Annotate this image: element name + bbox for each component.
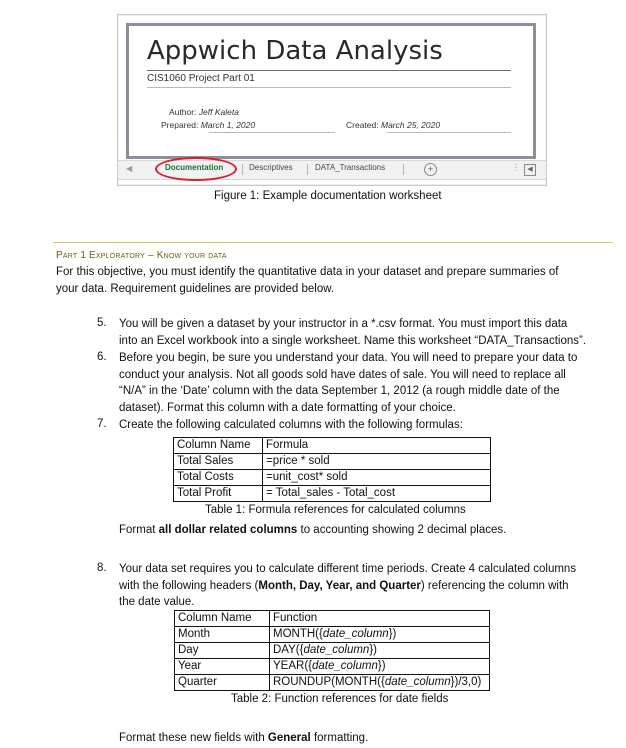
table-header-row xyxy=(174,438,491,454)
table-header-row xyxy=(175,611,490,627)
table-row xyxy=(174,470,491,486)
table-2-caption: Table 2: Function references for date fields xyxy=(231,693,449,705)
function-name: MONTH({ xyxy=(273,628,323,640)
item-6-text xyxy=(119,350,577,416)
sheet-tab-bar xyxy=(118,160,546,180)
created-line xyxy=(346,120,440,130)
function-name: DAY({ xyxy=(273,644,304,656)
author-line xyxy=(169,107,239,117)
table-header-cell: Formula xyxy=(263,438,491,454)
prepared-line xyxy=(161,120,255,130)
item-7-line-1: Create the following calculated columns with the following formulas: xyxy=(119,419,463,431)
item-8-line-2 xyxy=(119,578,576,595)
section-heading: Part 1 Exploratory – Know your data xyxy=(56,250,227,261)
intro-line-2: your data. Requirement guidelines are provided below. xyxy=(56,283,335,295)
function-close: }) xyxy=(388,628,397,640)
function-name: YEAR({ xyxy=(273,660,312,672)
tab-separator xyxy=(242,164,243,175)
item-6-line-3: “N/A” in the ‘Date’ column with the data September 1, 2012 (a rough middle date of the xyxy=(119,385,560,397)
table-cell: = Total_sales - Total_cost xyxy=(263,486,491,502)
table-cell: =price * sold xyxy=(263,454,491,470)
table-cell: Total Sales xyxy=(174,454,263,470)
table-cell: =unit_cost* sold xyxy=(263,470,491,486)
format-note-text: Format these new fields with xyxy=(119,732,268,744)
scroll-right-icon[interactable]: ◀ xyxy=(524,164,536,176)
format-note-bold: General xyxy=(267,732,311,744)
function-close: }) xyxy=(369,644,377,656)
item-8-line-2-text: with the following headers ( xyxy=(119,579,259,592)
project-subtitle: CIS1060 Project Part 01 xyxy=(147,73,255,84)
tab-descriptives[interactable]: Descriptives xyxy=(249,163,293,172)
created-value: March 25, 2020 xyxy=(380,120,441,130)
function-argument: date_column xyxy=(312,660,378,672)
item-8-text xyxy=(119,561,576,611)
format-note-text: Format xyxy=(119,524,159,536)
table-cell: Quarter xyxy=(175,675,270,691)
table-row xyxy=(174,454,491,470)
item-7-number: 7. xyxy=(97,418,107,430)
table-1-caption: Table 1: Formula references for calculated columns xyxy=(205,504,466,516)
tab-data-transactions[interactable]: DATA_Transactions xyxy=(315,163,386,172)
created-rule xyxy=(387,132,511,133)
item-5-line-1: You will be given a dataset by your instructor in a *.csv format. You must import this data xyxy=(119,318,568,330)
table-cell xyxy=(270,627,490,643)
prepared-label: Prepared: xyxy=(161,120,199,130)
item-6-line-1: Before you begin, be sure you understand your data. You will need to prepare your data to xyxy=(119,352,578,364)
item-6-line-4: dataset). Format this column with a date formatting of your choice. xyxy=(119,401,456,414)
table-cell: Total Profit xyxy=(174,486,263,502)
table-header-cell: Function xyxy=(270,611,490,627)
table-cell: Total Costs xyxy=(174,470,263,486)
item-8-line-2-text: ) referencing the column with xyxy=(420,579,569,592)
app-title: Appwich Data Analysis xyxy=(147,36,443,66)
item-8-line-2-bold: Month, Day, Year, and Quarter xyxy=(258,579,421,592)
item-7-format-note xyxy=(119,522,506,539)
item-8-line-3: the date value. xyxy=(119,596,195,608)
item-8-number: 8. xyxy=(97,562,107,574)
created-label: Created: xyxy=(346,120,379,130)
format-note-text: formatting. xyxy=(310,732,369,744)
table-cell xyxy=(270,659,490,675)
table-row xyxy=(175,627,490,643)
item-8-format-note xyxy=(119,730,368,747)
function-name: ROUNDUP(MONTH({ xyxy=(273,676,385,688)
item-5-number: 5. xyxy=(97,317,107,329)
formula-table xyxy=(173,437,491,502)
title-rule xyxy=(147,70,511,71)
table-cell: Day xyxy=(175,643,270,659)
subtitle-rule xyxy=(147,87,511,88)
item-6-line-2: conduct your analysis. Not all goods sold have dates of sale. You will need to replace all xyxy=(119,368,566,381)
format-note-text: to accounting showing 2 decimal places. xyxy=(297,524,507,536)
tab-separator xyxy=(307,164,308,175)
section-divider xyxy=(53,242,613,243)
title-box xyxy=(126,23,536,159)
figure-screenshot xyxy=(117,14,547,186)
format-note-bold: all dollar related columns xyxy=(158,524,298,536)
figure-caption: Figure 1: Example documentation worksheet xyxy=(214,190,442,202)
table-cell: Month xyxy=(175,627,270,643)
prepared-value: March 1, 2020 xyxy=(200,120,256,130)
function-table xyxy=(174,610,490,691)
tab-documentation[interactable]: Documentation xyxy=(165,163,224,172)
table-cell xyxy=(270,643,490,659)
table-cell xyxy=(270,675,490,691)
item-8-line-1: Your data set requires you to calculate different time periods. Create 4 calculated columns xyxy=(119,563,577,575)
function-argument: date_column xyxy=(303,644,370,656)
table-cell: Year xyxy=(175,659,270,675)
table-header-cell: Column Name xyxy=(174,438,263,454)
function-close: })/3,0) xyxy=(450,676,482,688)
scroll-left-icon[interactable]: ◀ xyxy=(126,164,133,173)
ellipsis-icon[interactable]: ⋮ xyxy=(512,163,520,172)
item-6-number: 6. xyxy=(97,351,107,363)
highlight-circle xyxy=(155,157,237,181)
table-row xyxy=(175,675,490,691)
tab-separator xyxy=(403,164,404,175)
function-argument: date_column xyxy=(322,628,389,640)
author-label: Author: xyxy=(169,107,197,117)
item-5-text xyxy=(119,316,586,349)
table-row xyxy=(175,643,490,659)
table-header-cell: Column Name xyxy=(175,611,270,627)
function-argument: date_column xyxy=(384,676,451,688)
intro-line-1: For this objective, you must identify the quantitative data in your dataset and prepare summaries of xyxy=(56,266,559,278)
item-5-line-2: into an Excel workbook into a single worksheet. Name this worksheet “DATA_Transactions”. xyxy=(119,334,587,347)
add-sheet-icon[interactable]: + xyxy=(424,163,437,176)
prepared-rule xyxy=(209,132,335,133)
function-close: }) xyxy=(377,660,386,672)
table-row xyxy=(175,659,490,675)
table-row xyxy=(174,486,491,502)
author-value: Jeff Kaleta xyxy=(198,107,239,117)
